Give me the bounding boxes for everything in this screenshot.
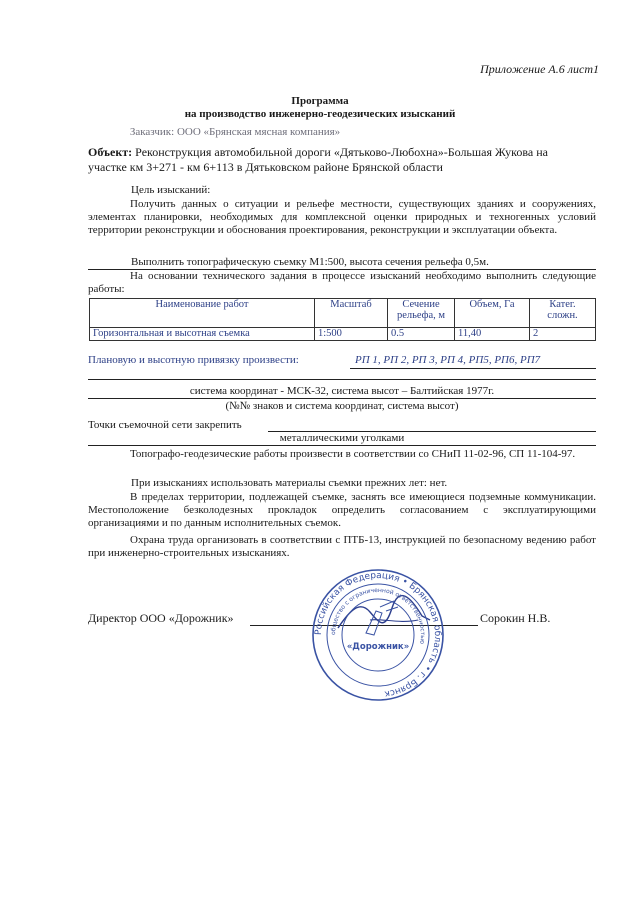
binding-value: РП 1, РП 2, РП 3, РП 4, РП5, РП6, РП7 bbox=[355, 354, 541, 366]
table-header-row bbox=[90, 299, 596, 328]
coord-system: система координат - МСК-32, система высот – Балтийская 1977г. bbox=[189, 385, 495, 397]
goal-text: Получить данных о ситуации и рельефе местности, существующих зданиях и сооружениях, элементах планировки, необходимых для комплексной оценки природных и техногенных условий территории реконструкции и обоснования проектирования, реконструкции и эксплуатации объекта. bbox=[88, 198, 596, 236]
goal-label: Цель изысканий: bbox=[131, 184, 211, 196]
safety-text: Охрана труда организовать в соответствии с ПТБ-13, инструкцией по безопасному ведению работ при инженерно-строительных изысканиях. bbox=[88, 534, 596, 559]
object-text-1: Реконструкция автомобильной дороги «Дятьково-Любохна»-Большая Жукова на bbox=[135, 145, 548, 159]
document-title: Программа bbox=[291, 95, 349, 107]
points-underline-2 bbox=[88, 445, 596, 446]
survey-task: Выполнить топографическую съемку М1:500, высота сечения рельефа 0,5м. bbox=[131, 256, 489, 268]
coord-underline bbox=[88, 398, 596, 399]
table-header-cell: Объем, Га bbox=[455, 299, 530, 328]
table-header-cell: Катег. сложн. bbox=[530, 299, 596, 328]
stamp-outer-text: Российская Федерация • Брянская область • г. Брянск bbox=[313, 570, 443, 699]
table-header-cell: Наименование работ bbox=[90, 299, 315, 328]
binding-label: Плановую и высотную привязку произвести: bbox=[88, 354, 299, 366]
signature-position: Директор ООО «Дорожник» bbox=[88, 611, 234, 625]
customer-line: Заказчик: ООО «Брянская мясная компания» bbox=[129, 126, 341, 138]
points-label: Точки съемочной сети закрепить bbox=[88, 419, 242, 431]
norms-text: Топографо-геодезические работы произвести в соответствии со СНиП 11-02-96, СП 11-104-97. bbox=[130, 448, 576, 460]
object-line-1 bbox=[88, 145, 608, 159]
stamp-middle-text: общество с ограниченной ответственностью bbox=[329, 586, 427, 645]
coord-caption: (№№ знаков и система координат, система высот) bbox=[225, 400, 459, 412]
tz-text: На основании технического задания в процессе изысканий необходимо выполнить следующие работы: bbox=[88, 270, 596, 295]
prev-materials: При изысканиях использовать материалы съемки прежних лет: нет. bbox=[131, 477, 448, 489]
document-subtitle: на производство инженерно-геодезических изысканий bbox=[184, 108, 456, 120]
signature-name: Сорокин Н.В. bbox=[480, 611, 551, 625]
table-header-cell: Масштаб bbox=[315, 299, 388, 328]
table-row bbox=[90, 328, 596, 341]
table-cell: 0.5 bbox=[388, 328, 455, 341]
object-text-2: участке км 3+271 - км 6+113 в Дятьковском районе Брянской области bbox=[88, 160, 443, 174]
object-label: Объект: bbox=[88, 145, 133, 159]
binding-blank-line bbox=[88, 379, 596, 380]
table-cell: 2 bbox=[530, 328, 596, 341]
utilities-text: В пределах территории, подлежащей съемке, заснять все имеющиеся подземные коммуникации. Местоположение безколодезных прокладок определить согласованием с эксплуатирующими организациями и по данным исполнительных съемок. bbox=[88, 491, 596, 529]
stamp-center-text: «Дорожник» bbox=[346, 642, 410, 652]
company-stamp bbox=[310, 567, 446, 703]
table-header-cell: Сечение рельефа, м bbox=[388, 299, 455, 328]
table-cell: Горизонтальная и высотная съемка bbox=[90, 328, 315, 341]
table-cell: 1:500 bbox=[315, 328, 388, 341]
table-cell: 11,40 bbox=[455, 328, 530, 341]
works-table bbox=[89, 298, 596, 341]
appendix-label: Приложение А.6 лист1 bbox=[480, 62, 599, 76]
points-value: металлическими уголками bbox=[279, 432, 405, 444]
binding-underline bbox=[350, 368, 596, 369]
